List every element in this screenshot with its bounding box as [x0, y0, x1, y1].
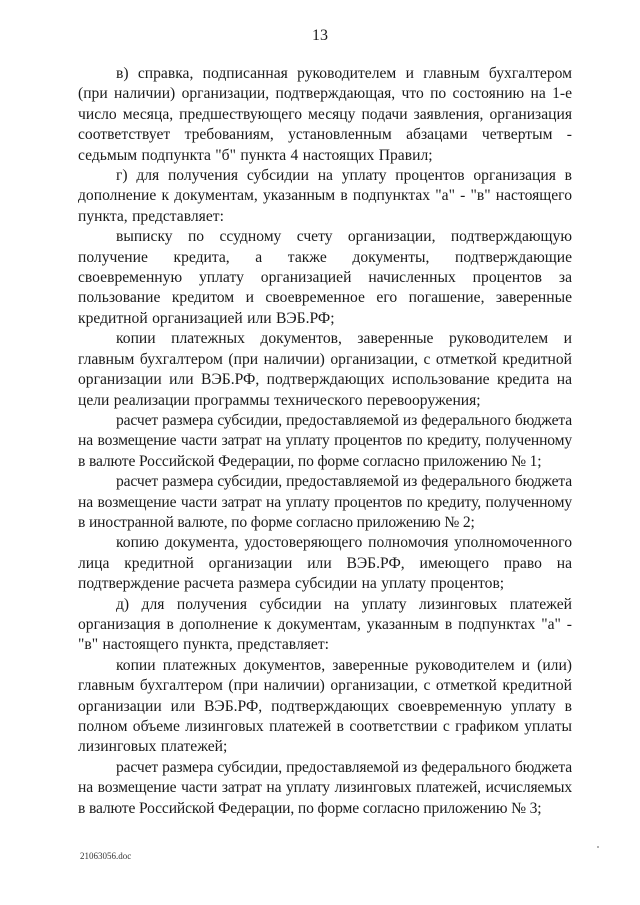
scan-mark: [597, 846, 599, 848]
paragraph-v-certificate: в) справка, подписанная руководителем и главным бухгалтером (при наличии) организации, подтверждающая, что по состоянию на 1-е число месяца, предшествующего месяцу подачи заявления, организация соответствует требованиям, установленным абзацами четвертым - седьмым подпункта "б" пункта 4 настоящих Правил;: [78, 65, 572, 164]
page-number: 13: [312, 27, 328, 44]
paragraph-authority-document-copy: копию документа, удостоверяющего полномочия уполномоченного лица кредитной организации или ВЭБ.РФ, имеющего право на подтверждение расчета размера субсидии на уплату процентов;: [78, 534, 572, 593]
paragraph-calculation-leasing: расчет размера субсидии, предоставляемой из федерального бюджета на возмещение части затрат на уплату лизинговых платежей, исчисляемых в валюте Российской Федерации, по форме согласно приложению № 3;: [78, 758, 572, 817]
paragraph-g-interest-subsidy: г) для получения субсидии на уплату процентов организация в дополнение к документам, указанным в подпунктах "а" - "в" настоящего пункта, представляет:: [78, 167, 572, 225]
paragraph-loan-account-statement: выписку по ссудному счету организации, подтверждающую получение кредита, а также документы, подтверждающие своевременную уплату организацией начисленных процентов за пользование кредитом и своевременное его погашение, заверенные кредитной организацией или ВЭБ.РФ;: [78, 228, 572, 327]
paragraph-d-leasing-subsidy: д) для получения субсидии на уплату лизинговых платежей организация в дополнение к документам, указанным в подпунктах "а" - "в" настоящего пункта, представляет:: [78, 595, 572, 654]
paragraph-payment-documents-copies: копии платежных документов, заверенные руководителем и главным бухгалтером (при наличии) организации, с отметкой кредитной организации или ВЭБ.РФ, подтверждающих использование кредита на цели реализации программы технического перевооружения;: [78, 330, 572, 409]
paragraph-calculation-foreign-loan: расчет размера субсидии, предоставляемой из федерального бюджета на возмещение части затрат на уплату процентов по кредиту, полученному в иностранной валюте, по форме согласно приложению № 2;: [78, 473, 572, 531]
paragraph-leasing-payment-documents: копии платежных документов, заверенные руководителем и (или) главным бухгалтером (при наличии) организации, с отметкой кредитной организации или ВЭБ.РФ, подтверждающих своевременную уплату в полном объеме лизинговых платежей в соответствии с графиком уплаты лизинговых платежей;: [78, 656, 572, 756]
paragraph-calculation-rub-loan: расчет размера субсидии, предоставляемой из федерального бюджета на возмещение части затрат на уплату процентов по кредиту, полученному в валюте Российской Федерации, по форме согласно приложению № 1;: [78, 411, 572, 470]
document-body: [78, 64, 572, 819]
footer-filename: 21063056.doc: [80, 851, 132, 861]
